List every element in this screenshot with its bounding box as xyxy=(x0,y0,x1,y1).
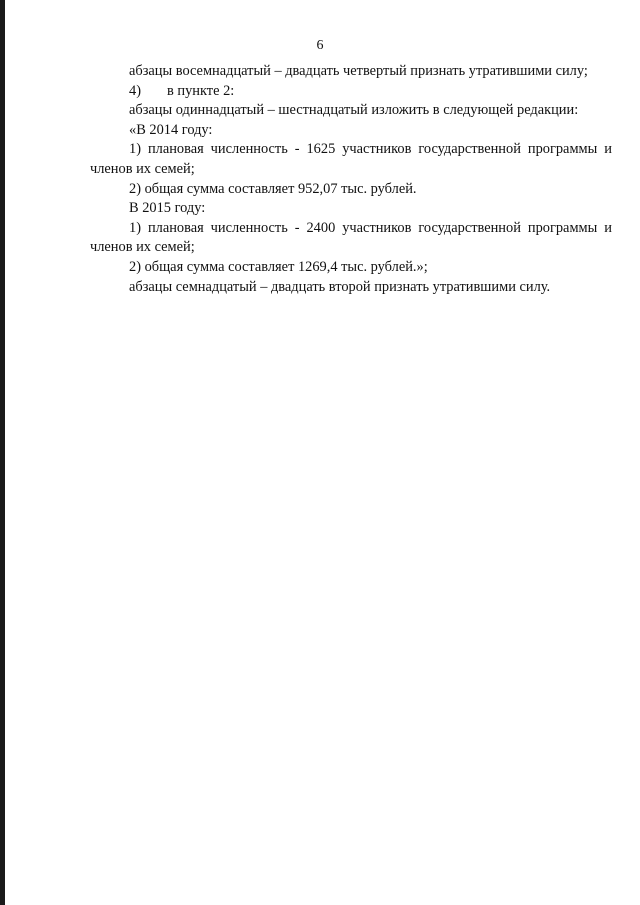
paragraph-7: В 2015 году: xyxy=(129,200,206,217)
paragraph-6: 2) общая сумма составляет 952,07 тыс. рублей. xyxy=(129,180,417,197)
scan-edge xyxy=(0,0,5,905)
list-item-number: 4) xyxy=(129,82,141,99)
document-body xyxy=(90,62,612,297)
paragraph-8: 1) плановая численность - 2400 участников государственной программы и членов их семей; xyxy=(90,219,612,256)
paragraph-1: абзацы восемнадцатый – двадцать четвертый признать утратившими силу; xyxy=(129,63,588,79)
paragraph-5: 1) плановая численность - 1625 участников государственной программы и членов их семей; xyxy=(90,141,612,177)
paragraph-9: 2) общая сумма составляет 1269,4 тыс. рублей.»; xyxy=(129,258,428,275)
paragraph-4: «В 2014 году: xyxy=(129,121,213,138)
paragraph-10: абзацы семнадцатый – двадцать второй признать утратившими силу. xyxy=(129,278,551,295)
list-item-4 xyxy=(90,82,612,102)
list-item-text: в пункте 2: xyxy=(167,82,235,99)
page-number: 6 xyxy=(316,38,324,53)
paragraph-3: абзацы одиннадцатый – шестнадцатый изложить в следующей редакции: xyxy=(129,102,579,119)
